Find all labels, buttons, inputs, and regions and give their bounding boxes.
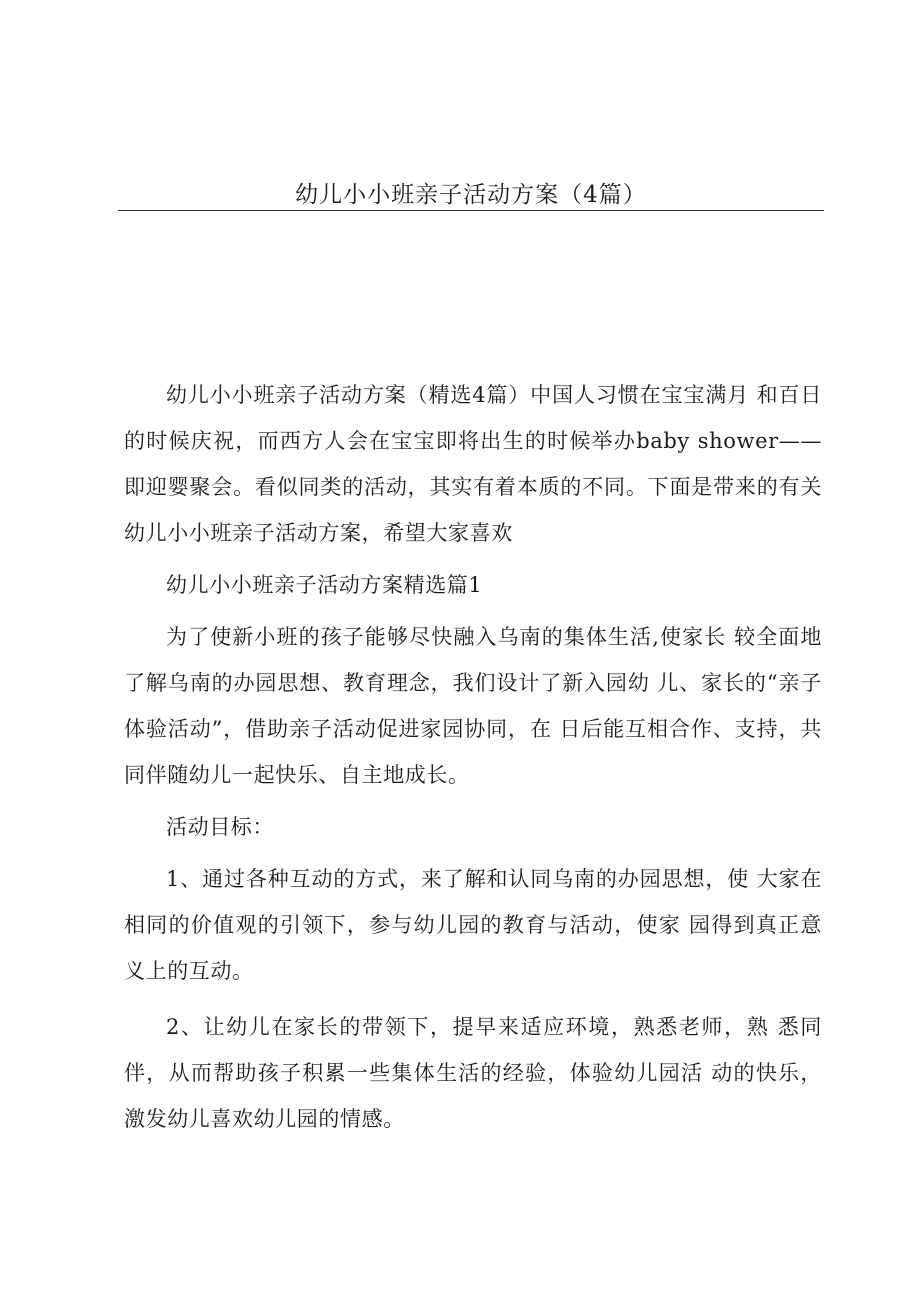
goal-item-1: 1、通过各种互动的方式，来了解和认同乌南的办园思想，使 大家在相同的价值观的引领下，参与幼儿园的教育与活动，使家 园得到真正意义上的互动。 [124, 867, 822, 983]
document-header [118, 172, 824, 211]
document-title: 幼儿小小班亲子活动方案（4篇） [295, 182, 647, 208]
body-paragraph: 为了使新小班的孩子能够尽快融入乌南的集体生活,使家长 较全面地了解乌南的办园思想、教育理念，我们设计了新入园幼 儿、家长的“亲子体验活动”，借助亲子活动促进家园协同，在 日后能互相合作、支持，共同伴随幼儿一起快乐、自主地成长。 [124, 625, 822, 787]
section-heading: 幼儿小小班亲子活动方案精选篇1 [166, 573, 483, 597]
subheading-activity-goals: 活动目标： [166, 815, 274, 839]
intro-paragraph: 幼儿小小班亲子活动方案（精选4篇）中国人习惯在宝宝满月 和百日的时候庆祝，而西方人会在宝宝即将出生的时候举办baby shower——即迎婴聚会。看似同类的活动，其实有着本质的不同。下面是带来的有关幼儿小小班亲子活动方案，希望大家喜欢 [124, 383, 822, 545]
goal-item-2: 2、让幼儿在家长的带领下，提早来适应环境，熟悉老师，熟 悉同伴，从而帮助孩子积累一些集体生活的经验，体验幼儿园活 动的快乐，激发幼儿喜欢幼儿园的情感。 [124, 1015, 822, 1131]
document-body [124, 372, 822, 1142]
